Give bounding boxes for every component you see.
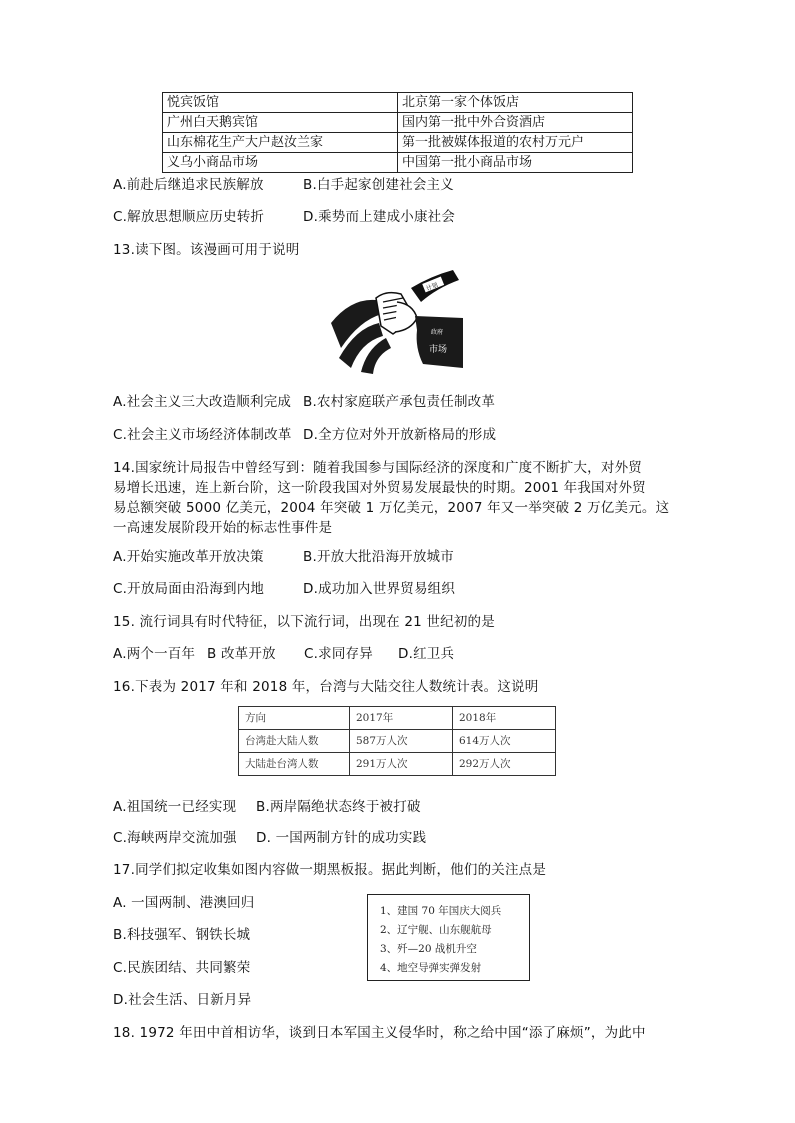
table-row	[163, 153, 633, 173]
q16-stem: 16.下表为 2017 年和 2018 年，台湾与大陆交往人数统计表。这说明	[113, 679, 539, 695]
table-row	[239, 753, 556, 776]
q17-box-item-4: 4、地空导弹实弹发射	[380, 962, 482, 974]
q18-stem: 18. 1972 年田中首相访华，谈到日本军国主义侵华时，称之给中国“添了麻烦”，为此中	[113, 1025, 646, 1041]
table-row	[239, 730, 556, 753]
q16-header-cell: 方向	[239, 707, 350, 730]
q16-cell: 587万人次	[350, 730, 453, 753]
q16-cell: 台湾赴大陆人数	[239, 730, 350, 753]
cartoon-image	[331, 268, 463, 376]
q14-line-2: 易增长迅速，连上新台阶，这一阶段我国对外贸易发展最快的时期。2001 年我国对外贸	[113, 480, 646, 496]
q17-blackboard-box	[367, 894, 530, 981]
q12-option-a: A.前赴后继追求民族解放	[113, 177, 264, 193]
q14-line-3: 易总额突破 5000 亿美元，2004 年突破 1 万亿美元，2007 年又一举突破 2 万亿美元。这	[113, 500, 670, 516]
q12-cell-name: 悦宾饭馆	[163, 93, 398, 113]
q14-option-a: A.开始实施改革开放决策	[113, 549, 264, 565]
q12-cell-name: 山东棉花生产大户赵汝兰家	[163, 133, 398, 153]
cartoon-right-arm	[415, 316, 463, 368]
q17-box-item-3: 3、歼—20 战机升空	[380, 943, 477, 955]
q15-option-a: A.两个一百年	[113, 646, 196, 662]
q12-option-c: C.解放思想顺应历史转折	[113, 209, 265, 225]
q17-option-a: A. 一国两制、港澳回归	[113, 895, 255, 911]
table-row	[163, 113, 633, 133]
q17-box-item-2: 2、辽宁舰、山东舰航母	[380, 924, 492, 936]
q17-option-b: B.科技强军、钢铁长城	[113, 927, 251, 943]
q16-cell: 291万人次	[350, 753, 453, 776]
q17-stem: 17.同学们拟定收集如图内容做一期黑板报。据此判断，他们的关注点是	[113, 862, 547, 878]
q15-option-c: C.求同存异	[304, 646, 373, 662]
q17-box-item-1: 1、建国 70 年国庆大阅兵	[380, 905, 502, 917]
q14-line-4: 一高速发展阶段开始的标志性事件是	[113, 520, 333, 536]
table-row	[163, 133, 633, 153]
q14-option-c: C.开放局面由沿海到内地	[113, 581, 265, 597]
q12-cell-desc: 第一批被媒体报道的农村万元户	[398, 133, 633, 153]
q13-option-b: B.农村家庭联产承包责任制改革	[303, 394, 496, 410]
q12-option-b: B.白手起家创建社会主义	[303, 177, 454, 193]
q16-option-c: C.海峡两岸交流加强	[113, 830, 237, 846]
q16-cell: 292万人次	[453, 753, 556, 776]
q16-cell: 614万人次	[453, 730, 556, 753]
q13-option-d: D.全方位对外开放新格局的形成	[303, 427, 497, 443]
q16-option-b: B.两岸隔绝状态终于被打破	[256, 799, 421, 815]
q17-option-c: C.民族团结、共同繁荣	[113, 960, 251, 976]
q16-table	[238, 706, 556, 776]
q14-option-d: D.成功加入世界贸易组织	[303, 581, 456, 597]
q12-cell-name: 义乌小商品市场	[163, 153, 398, 173]
cartoon-label-gov: 政府	[431, 329, 444, 336]
q12-table	[162, 92, 633, 173]
cartoon-label-market: 市场	[429, 345, 448, 355]
q17-option-d: D.社会生活、日新月异	[113, 992, 252, 1008]
q14-option-b: B.开放大批沿海开放城市	[303, 549, 454, 565]
q14-line-1: 14.国家统计局报告中曾经写到：随着我国参与国际经济的深度和广度不断扩大，对外贸	[113, 460, 642, 476]
q13-option-c: C.社会主义市场经济体制改革	[113, 427, 292, 443]
q15-option-d: D.红卫兵	[398, 646, 455, 662]
q12-cell-desc: 北京第一家个体饭店	[398, 93, 633, 113]
table-row	[163, 93, 633, 113]
q16-option-a: A.祖国统一已经实现	[113, 799, 237, 815]
q12-cell-desc: 中国第一批小商品市场	[398, 153, 633, 173]
q12-cell-desc: 国内第一批中外合资酒店	[398, 113, 633, 133]
q16-option-d: D. 一国两制方针的成功实践	[256, 830, 427, 846]
q13-option-a: A.社会主义三大改造顺利完成	[113, 394, 292, 410]
q16-cell: 大陆赴台湾人数	[239, 753, 350, 776]
q13-stem: 13.读下图。该漫画可用于说明	[113, 242, 300, 258]
q12-cell-name: 广州白天鹅宾馆	[163, 113, 398, 133]
q16-header-cell: 2018年	[453, 707, 556, 730]
q15-option-b: B 改革开放	[207, 646, 276, 662]
q12-option-d: D.乘势而上建成小康社会	[303, 209, 456, 225]
cartoon-label-plan: 计划	[425, 281, 439, 293]
q16-header-cell: 2017年	[350, 707, 453, 730]
q15-stem: 15. 流行词具有时代特征，以下流行词，出现在 21 世纪初的是	[113, 614, 495, 630]
